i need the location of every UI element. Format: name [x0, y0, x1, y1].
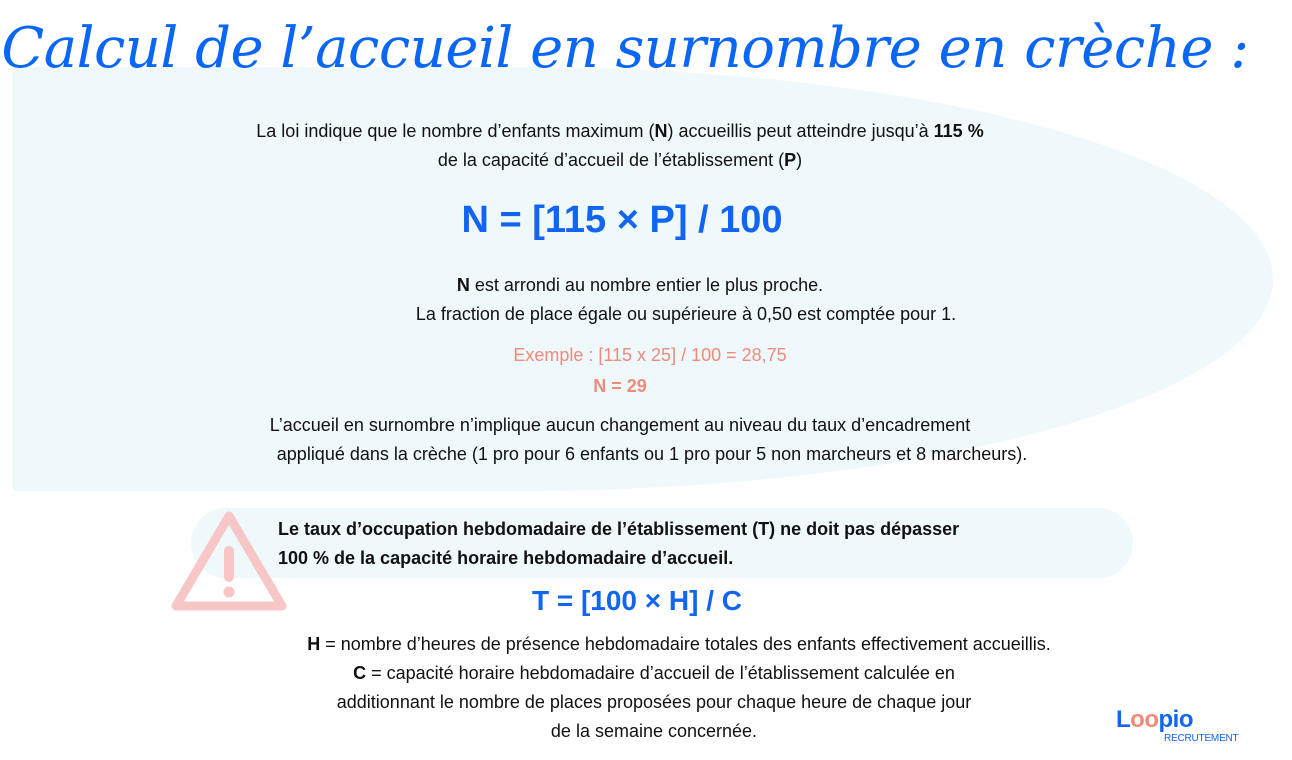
rounding-line-2: La fraction de place égale ou supérieure à 0,50 est comptée pour 1. [415, 304, 957, 324]
logo-rings: oo [1130, 706, 1159, 733]
warning-line-2: 100 % de la capacité horaire hebdomadaire d’accueil. [278, 548, 734, 568]
definition-c-line-1 [0, 662, 1292, 684]
formula-t: T = [100 × H] / C [531, 585, 743, 616]
logo-subtitle: RECRUTEMENT [1164, 733, 1239, 744]
logo-letters: pio [1158, 706, 1193, 733]
example-result: N = 29 [593, 376, 647, 396]
definition-text: = nombre d’heures de présence hebdomadaire totales des enfants effectivement accueillis. [320, 634, 1051, 654]
page-title: Calcul de l’accueil en surnombre en crèche : [1, 16, 1249, 81]
c-variable: C [353, 663, 367, 683]
warning-line-1: Le taux d’occupation hebdomadaire de l’établissement (T) ne doit pas dépasser [278, 519, 960, 539]
logo-letter: L [1116, 706, 1131, 733]
staffing-line-1: L’accueil en surnombre n’implique aucun changement au niveau du taux d’encadrement [269, 415, 971, 435]
example-calculation: Exemple : [115 x 25] / 100 = 28,75 [513, 345, 787, 365]
formula-n: N = [115 × P] / 100 [461, 199, 783, 241]
intro-line-2 [0, 149, 1240, 171]
definition-c-line-2: additionnant le nombre de places proposées pour chaque heure de chaque jour [336, 692, 972, 712]
intro-text: La loi indique que le nombre d’enfants maximum ( [256, 121, 655, 141]
loopio-logo [1116, 706, 1246, 746]
percentage-value: 115 % [933, 121, 984, 141]
n-variable: N [456, 275, 470, 295]
staffing-line-2: appliqué dans la crèche (1 pro pour 6 enfants ou 1 pro pour 5 non marcheurs et 8 marcheurs). [276, 444, 1028, 464]
rounding-line-1 [20, 274, 1260, 296]
intro-text: ) accueillis peut atteindre jusqu’à [667, 121, 934, 141]
logo-wordmark [1116, 706, 1193, 734]
n-variable: N [654, 121, 668, 141]
intro-text: ) [796, 150, 803, 170]
definition-c-line-3: de la semaine concernée. [550, 721, 758, 741]
intro-line-1 [0, 120, 1240, 142]
rounding-text: est arrondi au nombre entier le plus proche. [469, 275, 824, 295]
h-variable: H [307, 634, 321, 654]
p-variable: P [784, 150, 797, 170]
intro-text: de la capacité d’accueil de l’établissement ( [437, 150, 785, 170]
definition-text: = capacité horaire hebdomadaire d’accueil de l’établissement calculée en [366, 663, 955, 683]
definition-h-line [0, 633, 1292, 655]
